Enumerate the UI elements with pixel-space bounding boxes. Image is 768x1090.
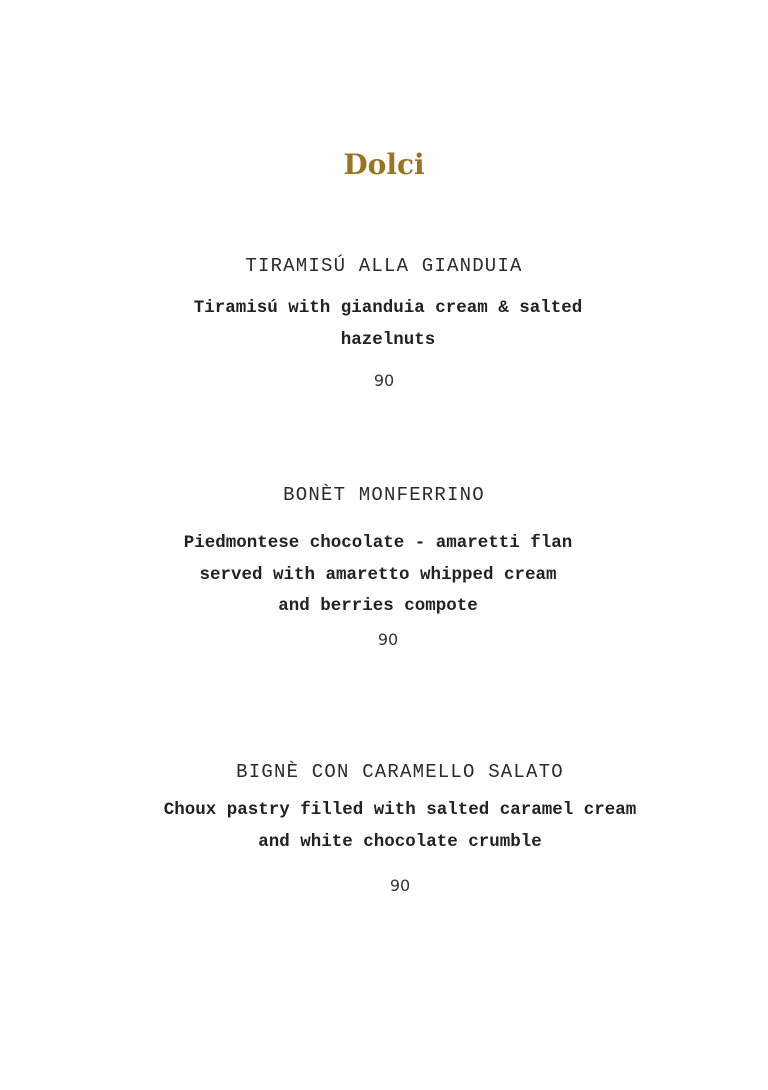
menu-item-name: BIGNÈ CON CARAMELLO SALATO [236, 761, 564, 783]
description-line: Piedmontese chocolate - amaretti flan [183, 533, 573, 553]
description-line: and berries compote [278, 596, 478, 616]
menu-item-price: 90 [377, 630, 399, 649]
menu-item-name: BONÈT MONFERRINO [283, 484, 485, 506]
menu-item-description [0, 528, 762, 623]
description-line: hazelnuts [340, 329, 436, 350]
description-line: and white chocolate crumble [258, 831, 542, 852]
menu-item-name: TIRAMISÚ ALLA GIANDUIA [245, 255, 523, 277]
description-line: Choux pastry filled with salted caramel cream [163, 800, 637, 820]
menu-item-price: 90 [373, 371, 395, 390]
menu-item-description [16, 795, 768, 858]
menu-item-description [4, 293, 768, 356]
description-line: served with amaretto whipped cream [199, 564, 557, 585]
menu-section-title: Dolci [343, 148, 425, 181]
description-line: Tiramisú with gianduia cream & salted [193, 298, 583, 318]
menu-item-price: 90 [389, 876, 411, 895]
